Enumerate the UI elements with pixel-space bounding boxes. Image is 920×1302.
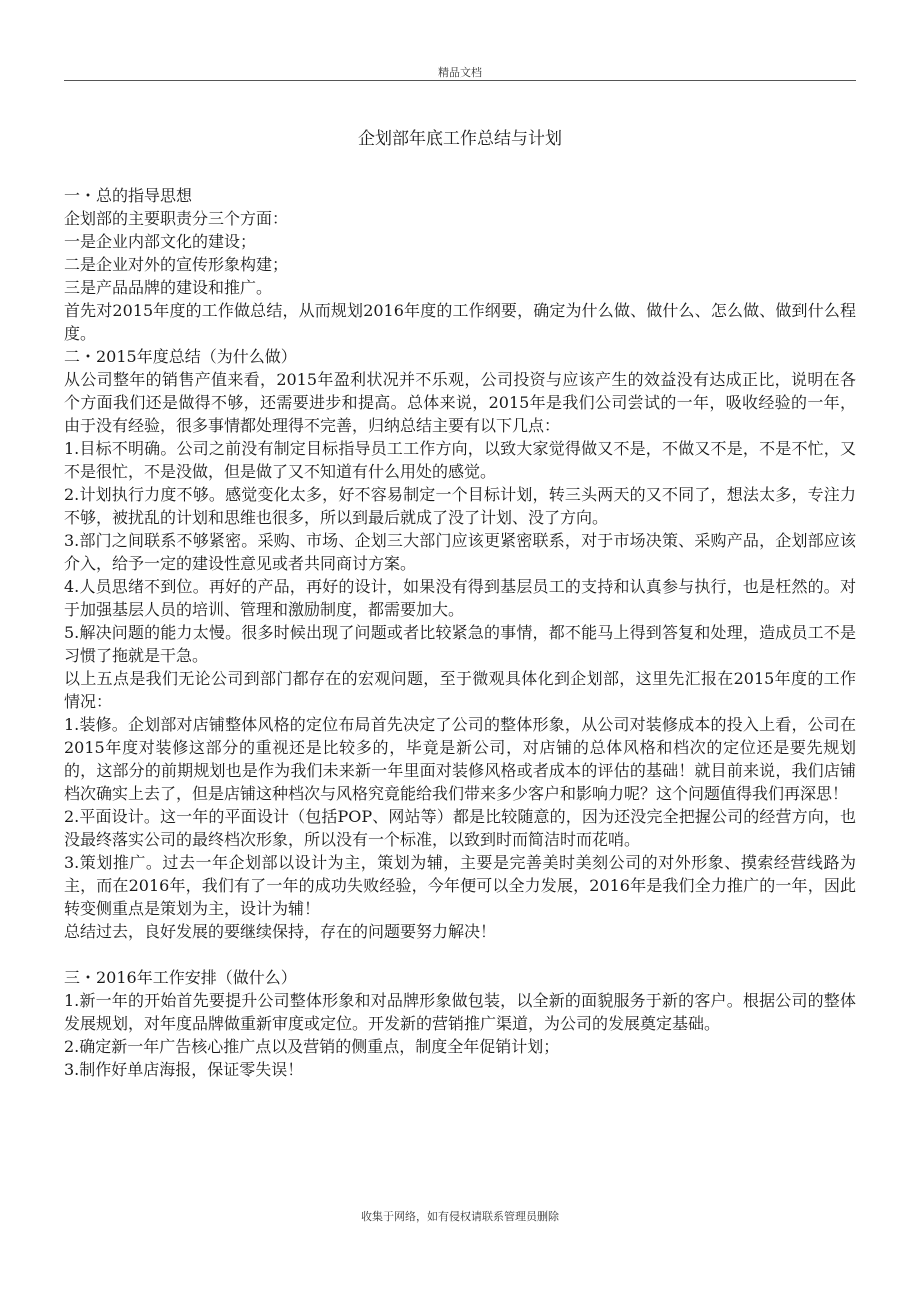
body-paragraph: 1.装修。企划部对店铺整体风格的定位布局首先决定了公司的整体形象，从公司对装修成本的投入上看，公司在2015年度对装修这部分的重视还是比较多的，毕竟是新公司，对店铺的总体风格和档次的定位还是要先规划的，这部分的前期规划也是作为我们未来新一年里面对装修风格或者成本的评估的基础！就目前来说，我们店铺档次确实上去了，但是店铺这种档次与风格究竟能给我们带来多少客户和影响力呢？这个问题值得我们再深思！ [64,715,856,803]
body-paragraph: 2.平面设计。这一年的平面设计（包括POP、网站等）都是比较随意的，因为还没完全把握公司的经营方向，也没最终落实公司的最终档次形象，所以没有一个标准，以致到时而简洁时而花哨。 [64,807,856,849]
page-footer-label: 收集于网络，如有侵权请联系管理员删除 [361,1210,559,1223]
body-paragraph: 首先对2015年度的工作做总结，从而规划2016年度的工作纲要，确定为什么做、做什么、怎么做、做到什么程度。 [64,301,856,343]
page-header-label: 精品文档 [438,66,482,79]
body-paragraph: 2.计划执行力度不够。感觉变化太多，好不容易制定一个目标计划，转三头两天的又不同了，想法太多，专注力不够，被扰乱的计划和思维也很多，所以到最后就成了没了计划、没了方向。 [64,485,856,527]
body-paragraph: 以上五点是我们无论公司到部门都存在的宏观问题，至于微观具体化到企划部，这里先汇报在2015年度的工作情况： [64,669,856,711]
body-paragraph: 2.确定新一年广告核心推广点以及营销的侧重点，制度全年促销计划； [64,1037,560,1056]
blank-line [64,943,856,966]
body-paragraph: 总结过去，良好发展的要继续保持，存在的问题要努力解决！ [64,922,497,941]
document-body [64,184,856,1081]
header-divider [64,80,856,81]
body-paragraph: 二・2015年度总结（为什么做） [64,347,297,366]
body-paragraph: 1.新一年的开始首先要提升公司整体形象和对品牌形象做包装，以全新的面貌服务于新的客户。根据公司的整体发展规划，对年度品牌做重新审度或定位。开发新的营销推广渠道，为公司的发展奠定基础。 [64,991,856,1033]
body-paragraph: 三・2016年工作安排（做什么） [64,968,297,987]
body-paragraph: 3.策划推广。过去一年企划部以设计为主，策划为辅，主要是完善美时美刻公司的对外形象、摸索经营线路为主，而在2016年，我们有了一年的成功失败经验，今年便可以全力发展，2016年是我们全力推广的一年，因此转变侧重点是策划为主，设计为辅！ [64,853,856,918]
body-paragraph: 5.解决问题的能力太慢。很多时候出现了问题或者比较紧急的事情，都不能马上得到答复和处理，造成员工不是习惯了拖就是干急。 [64,623,856,665]
body-paragraph: 企划部的主要职责分三个方面： [64,209,289,228]
body-paragraph: 二是企业对外的宣传形象构建； [64,255,289,274]
body-paragraph: 4.人员思绪不到位。再好的产品，再好的设计，如果没有得到基层员工的支持和认真参与执行，也是枉然的。对于加强基层人员的培训、管理和激励制度，都需要加大。 [64,577,856,619]
body-paragraph: 一・总的指导思想 [64,186,193,205]
document-title: 企划部年底工作总结与计划 [358,129,562,149]
body-paragraph: 3.制作好单店海报，保证零失误！ [64,1060,304,1079]
body-paragraph: 1.目标不明确。公司之前没有制定目标指导员工工作方向，以致大家觉得做又不是，不做又不是，不是不忙，又不是很忙，不是没做，但是做了又不知道有什么用处的感觉。 [64,439,856,481]
body-paragraph: 一是企业内部文化的建设； [64,232,257,251]
body-paragraph: 3.部门之间联系不够紧密。采购、市场、企划三大部门应该更紧密联系，对于市场决策、采购产品，企划部应该介入，给予一定的建设性意见或者共同商讨方案。 [64,531,856,573]
body-paragraph: 从公司整年的销售产值来看，2015年盈利状况并不乐观，公司投资与应该产生的效益没有达成正比，说明在各个方面我们还是做得不够，还需要进步和提高。总体来说，2015年是我们公司尝试的一年，吸收经验的一年，由于没有经验，很多事情都处理得不完善，归纳总结主要有以下几点： [64,370,856,435]
body-paragraph: 三是产品品牌的建设和推广。 [64,278,273,297]
